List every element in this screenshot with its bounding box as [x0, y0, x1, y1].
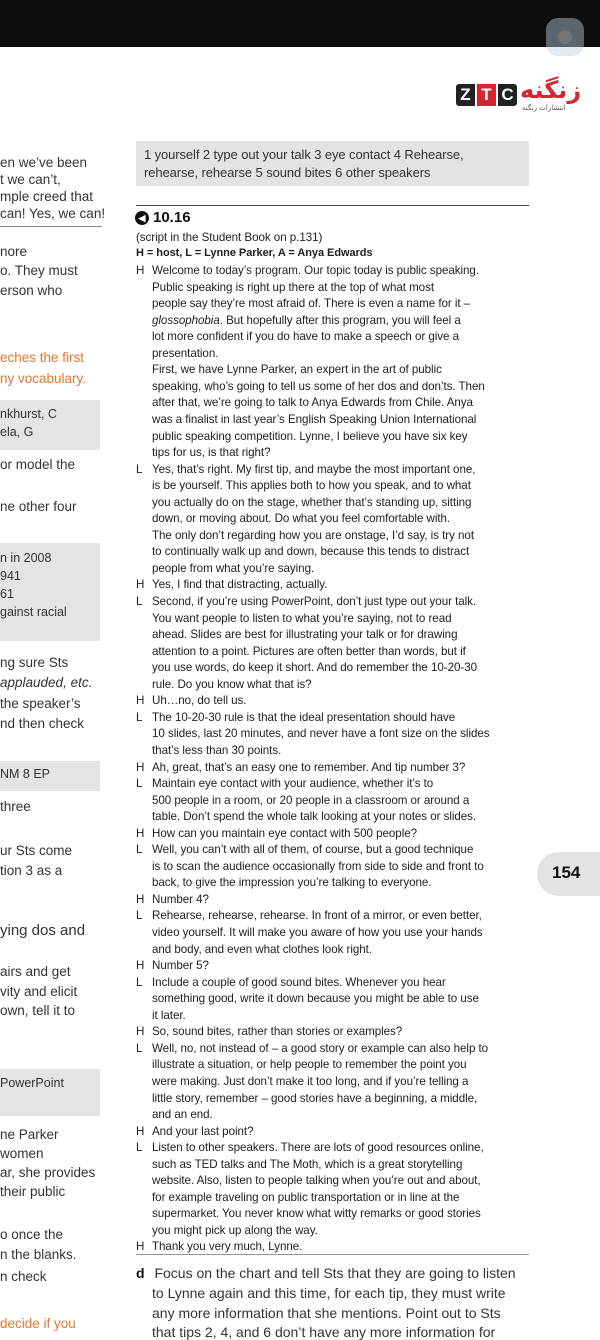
- publisher-logo: [456, 76, 590, 112]
- script-line: public speaking competition. Lynne, I believe you have six key: [152, 429, 468, 443]
- speaker-label: H: [136, 959, 145, 973]
- left-text-line: or model the: [0, 457, 76, 472]
- audio-icon[interactable]: ◀: [135, 211, 149, 225]
- left-text-line: ying dos and: [0, 922, 86, 939]
- page-number: 154: [552, 863, 581, 882]
- left-text-line: own, tell it to: [0, 1003, 76, 1018]
- left-text-line: n in 2008: [0, 551, 52, 565]
- script-line: tips for us, is that right?: [152, 446, 271, 460]
- speaker-label: H: [136, 760, 145, 774]
- speaker-label: L: [136, 1041, 143, 1055]
- left-text-line: mple creed that: [0, 189, 94, 204]
- script-line: Yes, that’s right. My first tip, and maybe the most important one,: [152, 462, 476, 476]
- script-line: were making. Just don’t make it too long, and if you’re telling a: [152, 1074, 469, 1088]
- logo-letter-t: T: [477, 84, 496, 106]
- instruction-d: [136, 1265, 516, 1281]
- script-line: Public speaking is right up there at the top of what most: [152, 280, 435, 294]
- left-text-line: applauded, etc.: [0, 675, 93, 690]
- speaker-label: H: [136, 892, 145, 906]
- section-divider: [136, 205, 529, 206]
- left-text-line: nore: [0, 244, 28, 259]
- script-line: was a finalist in last year’s English Speaking Union International: [152, 412, 477, 426]
- script-line: First, we have Lynne Parker, an expert in the art of public: [152, 363, 442, 377]
- script-line: Second, if you’re using PowerPoint, don’t just type out your talk.: [152, 595, 477, 608]
- left-text-line: ne other four: [0, 499, 77, 514]
- script-line: 10 slides, last 20 minutes, and never have a font size on the slides: [152, 727, 490, 741]
- left-column-cut-off: [0, 0, 110, 1333]
- left-text-line: ny vocabulary.: [0, 371, 87, 386]
- script-line: such as TED talks and The Moth, which is a great storytelling: [152, 1157, 463, 1171]
- script-line: website. Also, listen to people talking when you’re out and about,: [152, 1174, 481, 1188]
- answer-key-box: [136, 141, 529, 186]
- speaker-label: H: [136, 694, 145, 708]
- left-text-line: the speaker’s: [0, 696, 81, 711]
- script-line: 500 people in a room, or 20 people in a classroom or around a: [152, 793, 470, 807]
- speaker-label: L: [136, 909, 143, 923]
- script-line: lot more confident if you do have to make a speech or give a: [152, 330, 459, 344]
- script-line: Number 4?: [152, 892, 209, 906]
- speaker-label: L: [136, 710, 143, 724]
- script-line: Yes, I find that distracting, actually.: [152, 578, 328, 592]
- speaker-label: H: [136, 578, 145, 592]
- script-line: to continually walk up and down, because this tends to distract: [152, 545, 470, 559]
- speaker-label: L: [136, 843, 143, 857]
- left-text-line: o once the: [0, 1227, 64, 1242]
- logo-letter-z: Z: [456, 84, 475, 106]
- script-line: something good, write it down because you might be able to use: [152, 992, 479, 1006]
- left-text-line: ar, she provides: [0, 1165, 96, 1180]
- script-line: illustrate a situation, or help people to remember the point you: [152, 1058, 467, 1072]
- speaker-label: H: [136, 1240, 145, 1254]
- script-line: down, or moving about. Do what you feel comfortable with.: [152, 512, 451, 526]
- left-text-line: nd then check: [0, 716, 85, 731]
- answer-key-line: rehearse, rehearse 5 sound bites 6 other speakers: [144, 165, 431, 180]
- left-text-line: ng sure Sts: [0, 655, 69, 670]
- script-reference-note: (script in the Student Book on p.131): [136, 231, 323, 244]
- script-line: is to scan the audience occasionally from side to side and front to: [152, 859, 484, 873]
- left-text-line: 941: [0, 569, 21, 583]
- instruction-label: d: [136, 1265, 145, 1281]
- logo-persian-subtitle: انتشارات زنگنه: [522, 104, 566, 112]
- script-line: Include a couple of good sound bites. Whenever you hear: [152, 975, 446, 989]
- instruction-line: to Lynne again and this time, for each tip, they must write: [152, 1285, 506, 1301]
- speaker-label: H: [136, 1124, 145, 1138]
- speaker-label: L: [136, 595, 143, 608]
- script-line: The only don’t regarding how you are onstage, I’d say, is try not: [152, 528, 474, 542]
- script-line: Rehearse, rehearse, rehearse. In front of a mirror, or even better,: [152, 909, 482, 923]
- script-line: is be yourself. This applies both to how you speak, and to what: [152, 479, 471, 493]
- left-text-line: gainst racial: [0, 605, 67, 619]
- script-line: How can you maintain eye contact with 500 people?: [152, 826, 418, 840]
- script-line: you actually do on the stage, whether that’s standing up, sitting: [152, 495, 472, 509]
- logo-persian-name: زنگنه: [520, 76, 582, 104]
- script-line: supermarket. You never know what witty remarks or good stories: [152, 1207, 481, 1221]
- left-text-line: erson who: [0, 283, 63, 298]
- script-line: The 10-20-30 rule is that the ideal presentation should have: [152, 710, 456, 724]
- script-line: that’s less than 30 points.: [152, 743, 282, 757]
- script-line: you might pick up along the way.: [152, 1223, 318, 1237]
- script-line: attention to a point. Pictures are often better than words, but if: [152, 644, 466, 658]
- left-text-line: n check: [0, 1269, 47, 1284]
- audio-track-heading: [135, 209, 191, 226]
- left-text-line: three: [0, 799, 31, 814]
- left-text-line: airs and get: [0, 964, 71, 979]
- left-text-line: PowerPoint: [0, 1076, 64, 1090]
- logo-letter-c: C: [498, 84, 517, 106]
- left-text-line: ur Sts come: [0, 843, 73, 858]
- track-number: 10.16: [153, 209, 191, 226]
- script-line: Welcome to today’s program. Our topic today is public speaking.: [152, 264, 480, 277]
- answer-key-line: 1 yourself 2 type out your talk 3 eye contact 4 Rehearse,: [144, 147, 464, 162]
- script-line: Number 5?: [152, 959, 209, 973]
- script-line: Maintain eye contact with your audience, whether it’s to: [152, 777, 434, 791]
- script-line: and an end.: [152, 1108, 213, 1122]
- script-line: Ah, great, that’s an easy one to remember. And tip number 3?: [152, 760, 466, 774]
- speaker-label: H: [136, 1025, 145, 1039]
- script-line: Well, you can’t with all of them, of course, but a good technique: [152, 843, 474, 857]
- speaker-label: L: [136, 975, 143, 989]
- left-text-line: en we’ve been: [0, 155, 88, 170]
- script-line: video yourself. It will make you aware of how you use your hands: [152, 926, 483, 939]
- script-line: Thank you very much, Lynne.: [152, 1240, 303, 1254]
- script-line: And your last point?: [152, 1124, 254, 1138]
- script-line: presentation.: [152, 346, 219, 360]
- left-text-line: can! Yes, we can!: [0, 206, 106, 221]
- left-text-line: women: [0, 1146, 44, 1161]
- speaker-label: H: [136, 264, 145, 277]
- left-text-line: their public: [0, 1184, 66, 1199]
- left-text-line: ne Parker: [0, 1127, 59, 1142]
- script-line: people say they’re most afraid of. There is even a name for it –: [152, 297, 471, 311]
- script-line: You want people to listen to what you’re saying, not to read: [152, 611, 452, 625]
- italic-term: glossophobia: [152, 313, 220, 327]
- instruction-line: that tips 2, 4, and 6 don’t have any more information for: [152, 1324, 496, 1340]
- left-divider: [0, 226, 102, 227]
- script-line: table. Don’t spend the whole talk looking at your notes or slides.: [152, 810, 477, 824]
- speaker-label: L: [136, 462, 143, 476]
- script-line: back, to give the impression you’re talking to everyone.: [152, 876, 432, 890]
- speaker-label: L: [136, 1141, 143, 1155]
- app-overlay-icon[interactable]: [546, 18, 584, 56]
- left-text-line: NM 8 EP: [0, 767, 51, 781]
- instruction-line: any more information that she mentions. Point out to Sts: [152, 1305, 501, 1321]
- script-line: for example traveling on public transportation or in line at the: [152, 1190, 460, 1204]
- ztc-logo: [456, 84, 517, 106]
- script-line: people from what you’re saying.: [152, 561, 315, 575]
- speaker-key: H = host, L = Lynne Parker, A = Anya Edwards: [136, 247, 373, 259]
- left-text-line: eches the first: [0, 350, 85, 365]
- script-line: Listen to other speakers. There are lots of good resources online,: [152, 1141, 484, 1155]
- script-line: Uh…no, do tell us.: [152, 694, 247, 708]
- left-text-line: n the blanks.: [0, 1247, 77, 1262]
- left-text-line: decide if you: [0, 1316, 76, 1331]
- left-text-line: t we can’t,: [0, 172, 61, 187]
- speaker-label: L: [136, 777, 143, 791]
- section-divider: [136, 1254, 529, 1255]
- script-line: you use words, do keep it short. And do remember the 10-20-30: [152, 661, 477, 675]
- speaker-label: H: [136, 826, 145, 840]
- instruction-line: Focus on the chart and tell Sts that they are going to listen: [154, 1265, 516, 1281]
- script-line: glossophobia. But hopefully after this program, you will feel a: [152, 313, 461, 327]
- left-text-line: vity and elicit: [0, 984, 78, 999]
- left-text-line: o. They must: [0, 263, 78, 278]
- left-text-line: nkhurst, C: [0, 407, 57, 421]
- script-line: after that, we’re going to talk to Anya Edwards from Chile. Anya: [152, 396, 473, 410]
- script-line: rule. Do you know what that is?: [152, 677, 312, 691]
- script-line: little story, remember – good stories have a beginning, a middle,: [152, 1091, 478, 1105]
- left-text-line: tion 3 as a: [0, 863, 63, 878]
- script-line: ahead. Slides are best for illustrating your talk or for drawing: [152, 628, 458, 642]
- page-number-tab: [537, 852, 600, 896]
- script-line: it later.: [152, 1008, 186, 1022]
- script-line: and body, and even what clothes look right.: [152, 942, 372, 956]
- script-line: Well, no, not instead of – a good story or example can also help to: [152, 1041, 489, 1055]
- script-line: speaking, who’s going to tell us some of her dos and don’ts. Then: [152, 379, 485, 393]
- overlay-dot: [558, 30, 572, 44]
- left-text-line: 61: [0, 587, 14, 601]
- left-text-line: ela, G: [0, 425, 34, 439]
- script-line: So, sound bites, rather than stories or examples?: [152, 1025, 403, 1039]
